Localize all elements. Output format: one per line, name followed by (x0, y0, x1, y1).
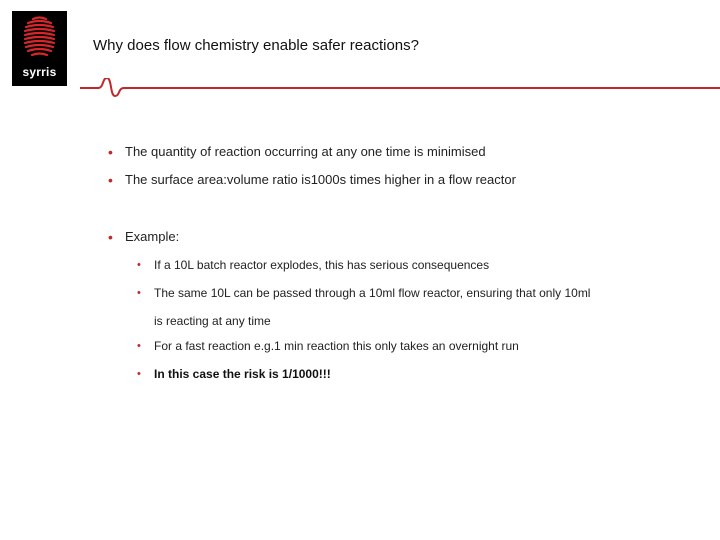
bullet-dot-icon: • (137, 287, 141, 299)
bullet-dot-icon: • (108, 229, 113, 245)
bullet-text: Example: (125, 229, 180, 244)
title-divider (80, 78, 720, 102)
logo-text: syrris (22, 65, 57, 79)
syrris-logo (12, 11, 67, 86)
sub-bullet-text-emphasis: In this case the risk is 1/1000!!! (154, 367, 331, 381)
bullet-dot-icon: • (108, 172, 113, 188)
bullet-text: The quantity of reaction occurring at any one time is minimised (125, 144, 486, 159)
sub-bullet-text: If a 10L batch reactor explodes, this has serious consequences (154, 258, 490, 272)
bullet-dot-icon: • (137, 368, 141, 380)
bullet-text: The surface area:volume ratio is1000s times higher in a flow reactor (125, 172, 516, 187)
slide-title: Why does flow chemistry enable safer reactions? (93, 37, 419, 54)
syrris-sphere-logo-icon (12, 11, 67, 67)
sub-bullet-text: The same 10L can be passed through a 10ml flow reactor, ensuring that only 10ml (154, 286, 591, 300)
bullet-dot-icon: • (108, 144, 113, 160)
wave-divider-icon (80, 78, 720, 102)
sub-bullet-text-continued: is reacting at any time (154, 314, 271, 328)
sub-bullet-text: For a fast reaction e.g.1 min reaction this only takes an overnight run (154, 339, 519, 353)
bullet-dot-icon: • (137, 340, 141, 352)
bullet-dot-icon: • (137, 259, 141, 271)
